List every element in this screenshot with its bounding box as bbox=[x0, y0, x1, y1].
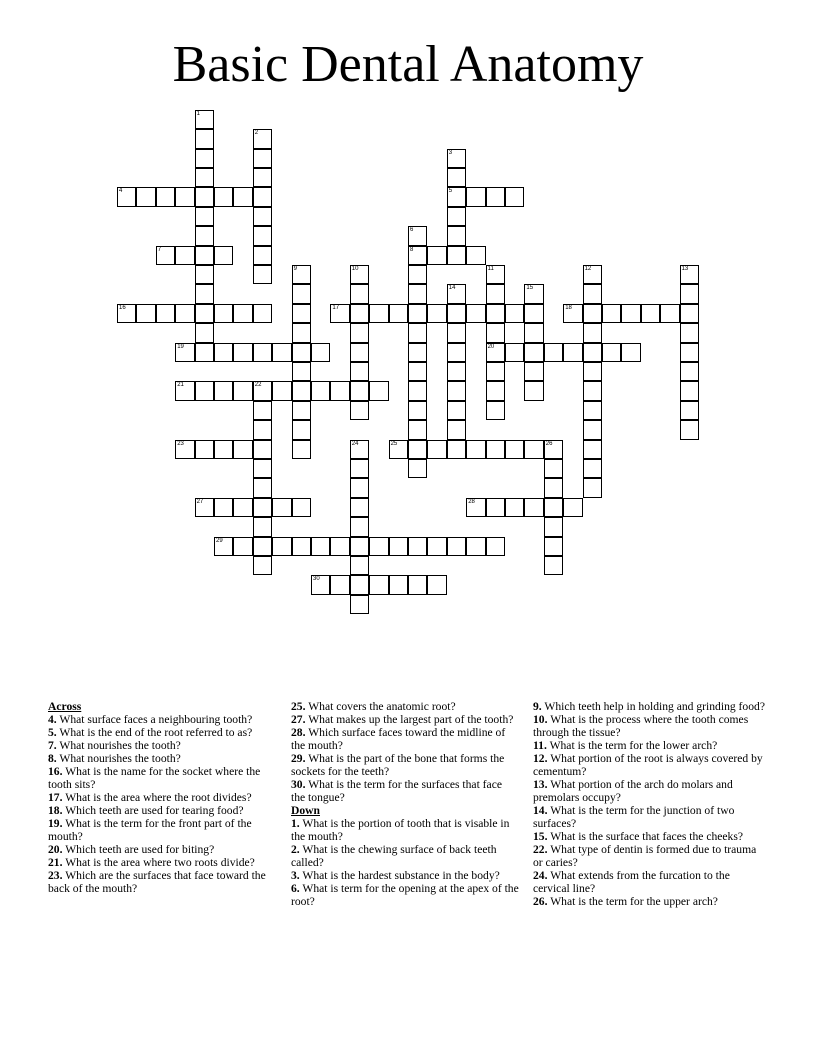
cell-number: 6 bbox=[410, 227, 414, 234]
clue-down-14: 14. What is the term for the junction of two surfaces? bbox=[533, 804, 735, 830]
grid-cell[interactable] bbox=[292, 284, 311, 303]
grid-cell[interactable] bbox=[680, 284, 699, 303]
cell-number: 8 bbox=[410, 246, 414, 253]
cell-number: 11 bbox=[487, 266, 494, 272]
grid-cell[interactable] bbox=[253, 556, 272, 575]
clue-down-12: 12. What portion of the root is always covered by cementum? bbox=[533, 752, 763, 778]
grid-cell[interactable] bbox=[253, 517, 272, 536]
grid-cell[interactable] bbox=[350, 362, 369, 381]
grid-cell[interactable] bbox=[214, 343, 233, 362]
grid-cell[interactable] bbox=[350, 498, 369, 517]
grid-cell[interactable] bbox=[311, 575, 330, 594]
grid-cell[interactable] bbox=[253, 149, 272, 168]
grid-cell[interactable] bbox=[544, 459, 563, 478]
grid-cell[interactable] bbox=[156, 246, 175, 265]
clue-across-23: 23. Which are the surfaces that face toward the back of the mouth? bbox=[48, 869, 266, 895]
grid-cell[interactable] bbox=[292, 343, 311, 362]
grid-cell[interactable] bbox=[233, 343, 252, 362]
grid-cell[interactable] bbox=[583, 459, 602, 478]
grid-cell[interactable] bbox=[350, 284, 369, 303]
grid-cell[interactable] bbox=[233, 440, 252, 459]
grid-cell[interactable] bbox=[466, 537, 485, 556]
grid-cell[interactable] bbox=[195, 246, 214, 265]
grid-cell[interactable] bbox=[292, 323, 311, 342]
clue-across-21: 21. What is the area where two roots divide? bbox=[48, 856, 255, 869]
grid-cell[interactable] bbox=[369, 304, 388, 323]
grid-cell[interactable] bbox=[350, 575, 369, 594]
grid-cell[interactable] bbox=[466, 440, 485, 459]
cell-number: 7 bbox=[157, 246, 162, 253]
grid-cell[interactable] bbox=[330, 381, 349, 400]
grid-cell[interactable] bbox=[195, 343, 214, 362]
grid-cell[interactable] bbox=[505, 187, 524, 206]
grid-cell[interactable] bbox=[117, 187, 136, 206]
grid-cell[interactable] bbox=[350, 517, 369, 536]
cell-number: 4 bbox=[119, 188, 123, 195]
grid-cell[interactable] bbox=[544, 537, 563, 556]
grid-cell[interactable] bbox=[680, 420, 699, 439]
cell-number: 27 bbox=[196, 498, 204, 505]
grid-cell[interactable] bbox=[369, 381, 388, 400]
grid-cell[interactable] bbox=[233, 537, 252, 556]
clue-column-2 bbox=[291, 700, 519, 908]
grid-cell[interactable] bbox=[253, 537, 272, 556]
grid-cell[interactable] bbox=[214, 498, 233, 517]
grid-cell[interactable] bbox=[680, 362, 699, 381]
grid-cell[interactable] bbox=[272, 381, 291, 400]
grid-cell[interactable] bbox=[447, 246, 466, 265]
cell-number: 21 bbox=[177, 382, 184, 389]
grid-cell[interactable] bbox=[311, 537, 330, 556]
grid-cell[interactable] bbox=[350, 595, 369, 614]
clue-down-1: 1. What is the portion of tooth that is visable in the mouth? bbox=[291, 817, 510, 843]
clue-column-3 bbox=[533, 700, 765, 908]
grid-cell[interactable] bbox=[544, 498, 563, 517]
grid-cell[interactable] bbox=[175, 381, 194, 400]
grid-cell[interactable] bbox=[486, 537, 505, 556]
cell-number: 17 bbox=[332, 304, 340, 311]
grid-cell[interactable] bbox=[350, 440, 369, 459]
grid-cell[interactable] bbox=[175, 343, 194, 362]
grid-cell[interactable] bbox=[602, 304, 621, 323]
grid-cell[interactable] bbox=[253, 187, 272, 206]
grid-cell[interactable] bbox=[214, 381, 233, 400]
grid-cell[interactable] bbox=[408, 343, 427, 362]
grid-cell[interactable] bbox=[253, 459, 272, 478]
grid-cell[interactable] bbox=[427, 575, 446, 594]
grid-cell[interactable] bbox=[350, 537, 369, 556]
grid-cell[interactable] bbox=[292, 265, 311, 284]
grid-cell[interactable] bbox=[427, 246, 446, 265]
cell-number: 1 bbox=[196, 110, 200, 117]
grid-cell[interactable] bbox=[156, 304, 175, 323]
grid-cell[interactable] bbox=[272, 343, 291, 362]
clue-across-25: 25. What covers the anatomic root? bbox=[291, 700, 456, 713]
grid-cell[interactable] bbox=[292, 304, 311, 323]
grid-cell[interactable] bbox=[447, 187, 466, 206]
grid-cell[interactable] bbox=[505, 440, 524, 459]
grid-cell[interactable] bbox=[195, 226, 214, 245]
grid-cell[interactable] bbox=[117, 304, 136, 323]
clue-across-30: 30. What is the term for the surfaces that face the tongue? bbox=[291, 778, 502, 804]
clue-across-20: 20. Which teeth are used for biting? bbox=[48, 843, 215, 856]
grid-cell[interactable] bbox=[583, 420, 602, 439]
grid-cell[interactable] bbox=[214, 304, 233, 323]
grid-cell[interactable] bbox=[330, 575, 349, 594]
grid-cell[interactable] bbox=[563, 498, 582, 517]
grid-cell[interactable] bbox=[505, 343, 524, 362]
grid-cell[interactable] bbox=[369, 537, 388, 556]
grid-cell[interactable] bbox=[505, 498, 524, 517]
grid-cell[interactable] bbox=[524, 304, 543, 323]
cell-number: 26 bbox=[545, 440, 553, 447]
grid-cell[interactable] bbox=[350, 265, 369, 284]
grid-cell[interactable] bbox=[427, 440, 446, 459]
grid-cell[interactable] bbox=[641, 304, 660, 323]
grid-cell[interactable] bbox=[427, 304, 446, 323]
grid-cell[interactable] bbox=[389, 537, 408, 556]
grid-cell[interactable] bbox=[175, 246, 194, 265]
grid-cell[interactable] bbox=[350, 343, 369, 362]
grid-cell[interactable] bbox=[389, 304, 408, 323]
grid-cell[interactable] bbox=[233, 187, 252, 206]
grid-cell[interactable] bbox=[253, 478, 272, 497]
grid-cell[interactable] bbox=[563, 343, 582, 362]
grid-cell[interactable] bbox=[544, 343, 563, 362]
grid-cell[interactable] bbox=[621, 343, 640, 362]
clue-across-5: 5. What is the end of the root referred to as? bbox=[48, 726, 253, 739]
grid-cell[interactable] bbox=[195, 323, 214, 342]
grid-cell[interactable] bbox=[253, 304, 272, 323]
cell-number: 19 bbox=[177, 343, 184, 350]
clue-column-1 bbox=[48, 700, 276, 895]
clue-down-9: 9. Which teeth help in holding and grinding food? bbox=[533, 700, 765, 713]
clue-down-13: 13. What portion of the arch do molars and premolars occupy? bbox=[533, 778, 733, 804]
grid-cell[interactable] bbox=[175, 304, 194, 323]
grid-cell[interactable] bbox=[621, 304, 640, 323]
grid-cell[interactable] bbox=[680, 265, 699, 284]
grid-cell[interactable] bbox=[253, 265, 272, 284]
grid-cell[interactable] bbox=[524, 323, 543, 342]
grid-cell[interactable] bbox=[486, 284, 505, 303]
grid-cell[interactable] bbox=[427, 537, 446, 556]
grid-cell[interactable] bbox=[253, 381, 272, 400]
grid-cell[interactable] bbox=[350, 323, 369, 342]
grid-cell[interactable] bbox=[680, 401, 699, 420]
grid-cell[interactable] bbox=[447, 226, 466, 245]
grid-cell[interactable] bbox=[253, 440, 272, 459]
grid-cell[interactable] bbox=[214, 440, 233, 459]
grid-cell[interactable] bbox=[292, 362, 311, 381]
grid-cell[interactable] bbox=[447, 362, 466, 381]
grid-cell[interactable] bbox=[195, 498, 214, 517]
clue-across-29: 29. What is the part of the bone that forms the sockets for the teeth? bbox=[291, 752, 505, 778]
grid-cell[interactable] bbox=[175, 187, 194, 206]
grid-cell[interactable] bbox=[253, 246, 272, 265]
grid-cell[interactable] bbox=[544, 478, 563, 497]
grid-cell[interactable] bbox=[195, 304, 214, 323]
clue-down-10: 10. What is the process where the tooth comes through the tissue? bbox=[533, 713, 749, 739]
grid-cell[interactable] bbox=[408, 265, 427, 284]
grid-cell[interactable] bbox=[408, 323, 427, 342]
grid-cell[interactable] bbox=[350, 556, 369, 575]
cell-number: 18 bbox=[565, 304, 572, 311]
clue-down-6: 6. What is term for the opening at the apex of the root? bbox=[291, 882, 519, 908]
cell-number: 10 bbox=[351, 266, 359, 272]
grid-cell[interactable] bbox=[195, 129, 214, 148]
grid-cell[interactable] bbox=[175, 440, 194, 459]
grid-cell[interactable] bbox=[660, 304, 679, 323]
cell-number: 28 bbox=[468, 498, 475, 505]
grid-cell[interactable] bbox=[195, 381, 214, 400]
grid-cell[interactable] bbox=[214, 537, 233, 556]
grid-cell[interactable] bbox=[408, 284, 427, 303]
grid-cell[interactable] bbox=[544, 517, 563, 536]
grid-cell[interactable] bbox=[447, 284, 466, 303]
grid-cell[interactable] bbox=[233, 381, 252, 400]
grid-cell[interactable] bbox=[447, 401, 466, 420]
grid-cell[interactable] bbox=[369, 575, 388, 594]
grid-cell[interactable] bbox=[311, 343, 330, 362]
cell-number: 16 bbox=[119, 304, 126, 311]
grid-cell[interactable] bbox=[602, 343, 621, 362]
grid-cell[interactable] bbox=[214, 187, 233, 206]
clue-across-7: 7. What nourishes the tooth? bbox=[48, 739, 181, 752]
cell-number: 24 bbox=[351, 440, 359, 447]
grid-cell[interactable] bbox=[486, 187, 505, 206]
grid-cell[interactable] bbox=[195, 265, 214, 284]
grid-cell[interactable] bbox=[583, 362, 602, 381]
grid-cell[interactable] bbox=[408, 362, 427, 381]
grid-cell[interactable] bbox=[156, 187, 175, 206]
grid-cell[interactable] bbox=[486, 401, 505, 420]
grid-cell[interactable] bbox=[253, 401, 272, 420]
cell-number: 5 bbox=[448, 188, 453, 195]
grid-cell[interactable] bbox=[195, 284, 214, 303]
clue-across-28: 28. Which surface faces toward the midline of the mouth? bbox=[291, 726, 506, 752]
grid-cell[interactable] bbox=[195, 110, 214, 129]
grid-cell[interactable] bbox=[408, 381, 427, 400]
grid-cell[interactable] bbox=[253, 420, 272, 439]
cell-number: 12 bbox=[584, 266, 592, 272]
grid-cell[interactable] bbox=[486, 498, 505, 517]
puzzle-title: Basic Dental Anatomy bbox=[172, 36, 644, 93]
cell-number: 20 bbox=[487, 343, 495, 350]
grid-cell[interactable] bbox=[583, 284, 602, 303]
grid-cell[interactable] bbox=[330, 304, 349, 323]
grid-cell[interactable] bbox=[195, 187, 214, 206]
grid-cell[interactable] bbox=[524, 343, 543, 362]
grid-cell[interactable] bbox=[680, 343, 699, 362]
grid-cell[interactable] bbox=[195, 149, 214, 168]
grid-cell[interactable] bbox=[583, 265, 602, 284]
grid-cell[interactable] bbox=[350, 478, 369, 497]
cell-number: 23 bbox=[177, 440, 184, 447]
grid-cell[interactable] bbox=[214, 246, 233, 265]
grid-cell[interactable] bbox=[544, 440, 563, 459]
cell-number: 13 bbox=[681, 266, 689, 272]
grid-cell[interactable] bbox=[486, 304, 505, 323]
grid-cell[interactable] bbox=[486, 343, 505, 362]
grid-cell[interactable] bbox=[524, 440, 543, 459]
grid-cell[interactable] bbox=[680, 323, 699, 342]
clue-down-2: 2. What is the chewing surface of back teeth called? bbox=[291, 843, 497, 869]
grid-cell[interactable] bbox=[292, 381, 311, 400]
grid-cell[interactable] bbox=[253, 343, 272, 362]
grid-cell[interactable] bbox=[195, 207, 214, 226]
grid-cell[interactable] bbox=[486, 265, 505, 284]
clue-down-11: 11. What is the term for the lower arch? bbox=[533, 739, 718, 752]
clue-down-15: 15. What is the surface that faces the cheeks? bbox=[533, 830, 744, 843]
grid-cell[interactable] bbox=[253, 168, 272, 187]
clue-across-16: 16. What is the name for the socket where the tooth sits? bbox=[48, 765, 261, 791]
grid-cell[interactable] bbox=[272, 537, 291, 556]
grid-cell[interactable] bbox=[563, 304, 582, 323]
grid-cell[interactable] bbox=[583, 343, 602, 362]
cell-number: 3 bbox=[448, 149, 453, 156]
clue-across-4: 4. What surface faces a neighbouring tooth? bbox=[48, 713, 253, 726]
grid-cell[interactable] bbox=[408, 226, 427, 245]
cell-number: 30 bbox=[313, 576, 320, 583]
grid-cell[interactable] bbox=[524, 284, 543, 303]
grid-cell[interactable] bbox=[447, 381, 466, 400]
cell-number: 29 bbox=[216, 537, 223, 544]
clue-down-26: 26. What is the term for the upper arch? bbox=[533, 895, 718, 908]
grid-cell[interactable] bbox=[447, 323, 466, 342]
grid-cell[interactable] bbox=[486, 323, 505, 342]
grid-cell[interactable] bbox=[233, 304, 252, 323]
grid-cell[interactable] bbox=[408, 575, 427, 594]
grid-cell[interactable] bbox=[524, 498, 543, 517]
cell-number: 22 bbox=[254, 382, 262, 389]
grid-cell[interactable] bbox=[466, 498, 485, 517]
across-heading: Across bbox=[48, 700, 82, 713]
grid-cell[interactable] bbox=[447, 537, 466, 556]
clue-across-8: 8. What nourishes the tooth? bbox=[48, 752, 181, 765]
grid-cell[interactable] bbox=[253, 498, 272, 517]
grid-cell[interactable] bbox=[195, 440, 214, 459]
grid-cell[interactable] bbox=[447, 168, 466, 187]
clue-across-17: 17. What is the area where the root divides? bbox=[48, 791, 252, 804]
grid-cell[interactable] bbox=[253, 129, 272, 148]
clue-down-24: 24. What extends from the furcation to the cervical line? bbox=[533, 869, 730, 895]
cell-number: 15 bbox=[526, 285, 534, 292]
cell-number: 25 bbox=[390, 440, 398, 447]
grid-cell[interactable] bbox=[311, 381, 330, 400]
grid-cell[interactable] bbox=[350, 459, 369, 478]
grid-cell[interactable] bbox=[350, 304, 369, 323]
grid-cell[interactable] bbox=[389, 440, 408, 459]
grid-cell[interactable] bbox=[447, 343, 466, 362]
grid-cell[interactable] bbox=[544, 556, 563, 575]
grid-cell[interactable] bbox=[136, 304, 155, 323]
grid-cell[interactable] bbox=[350, 381, 369, 400]
grid-cell[interactable] bbox=[408, 537, 427, 556]
grid-cell[interactable] bbox=[466, 246, 485, 265]
grid-cell[interactable] bbox=[680, 381, 699, 400]
grid-cell[interactable] bbox=[447, 304, 466, 323]
grid-cell[interactable] bbox=[583, 440, 602, 459]
grid-cell[interactable] bbox=[680, 304, 699, 323]
grid-cell[interactable] bbox=[408, 304, 427, 323]
grid-cell[interactable] bbox=[583, 478, 602, 497]
grid-cell[interactable] bbox=[350, 401, 369, 420]
grid-cell[interactable] bbox=[524, 362, 543, 381]
grid-cell[interactable] bbox=[292, 440, 311, 459]
clue-across-18: 18. Which teeth are used for tearing food? bbox=[48, 804, 244, 817]
grid-cell[interactable] bbox=[292, 498, 311, 517]
grid-cell[interactable] bbox=[466, 187, 485, 206]
grid-cell[interactable] bbox=[505, 304, 524, 323]
grid-cell[interactable] bbox=[253, 207, 272, 226]
grid-cell[interactable] bbox=[486, 362, 505, 381]
grid-cell[interactable] bbox=[233, 498, 252, 517]
cell-number: 14 bbox=[448, 285, 456, 292]
clue-down-3: 3. What is the hardest substance in the body? bbox=[291, 869, 500, 882]
clue-across-19: 19. What is the term for the front part of the mouth? bbox=[48, 817, 252, 843]
grid-cell[interactable] bbox=[330, 537, 349, 556]
grid-cell[interactable] bbox=[524, 381, 543, 400]
grid-cell[interactable] bbox=[408, 440, 427, 459]
grid-cell[interactable] bbox=[447, 149, 466, 168]
grid-cell[interactable] bbox=[447, 207, 466, 226]
grid-cell[interactable] bbox=[486, 440, 505, 459]
grid-cell[interactable] bbox=[583, 323, 602, 342]
grid-cell[interactable] bbox=[583, 381, 602, 400]
grid-cell[interactable] bbox=[389, 575, 408, 594]
down-heading: Down bbox=[291, 804, 320, 817]
grid-cell[interactable] bbox=[408, 401, 427, 420]
clue-across-27: 27. What makes up the largest part of the tooth? bbox=[291, 713, 514, 726]
grid-cell[interactable] bbox=[466, 304, 485, 323]
grid-cell[interactable] bbox=[253, 226, 272, 245]
grid-cell[interactable] bbox=[447, 420, 466, 439]
cell-number: 2 bbox=[254, 130, 259, 137]
grid-cell[interactable] bbox=[583, 401, 602, 420]
grid-cell[interactable] bbox=[583, 304, 602, 323]
grid-cell[interactable] bbox=[447, 440, 466, 459]
grid-cell[interactable] bbox=[292, 420, 311, 439]
grid-cell[interactable] bbox=[272, 498, 291, 517]
grid-cell[interactable] bbox=[408, 420, 427, 439]
clue-down-22: 22. What type of dentin is formed due to trauma or caries? bbox=[533, 843, 757, 869]
cell-number: 9 bbox=[293, 266, 297, 272]
grid-cell[interactable] bbox=[408, 459, 427, 478]
grid-cell[interactable] bbox=[136, 187, 155, 206]
grid-cell[interactable] bbox=[292, 537, 311, 556]
grid-cell[interactable] bbox=[195, 168, 214, 187]
grid-cell[interactable] bbox=[486, 381, 505, 400]
grid-cell[interactable] bbox=[292, 401, 311, 420]
grid-cell[interactable] bbox=[408, 246, 427, 265]
